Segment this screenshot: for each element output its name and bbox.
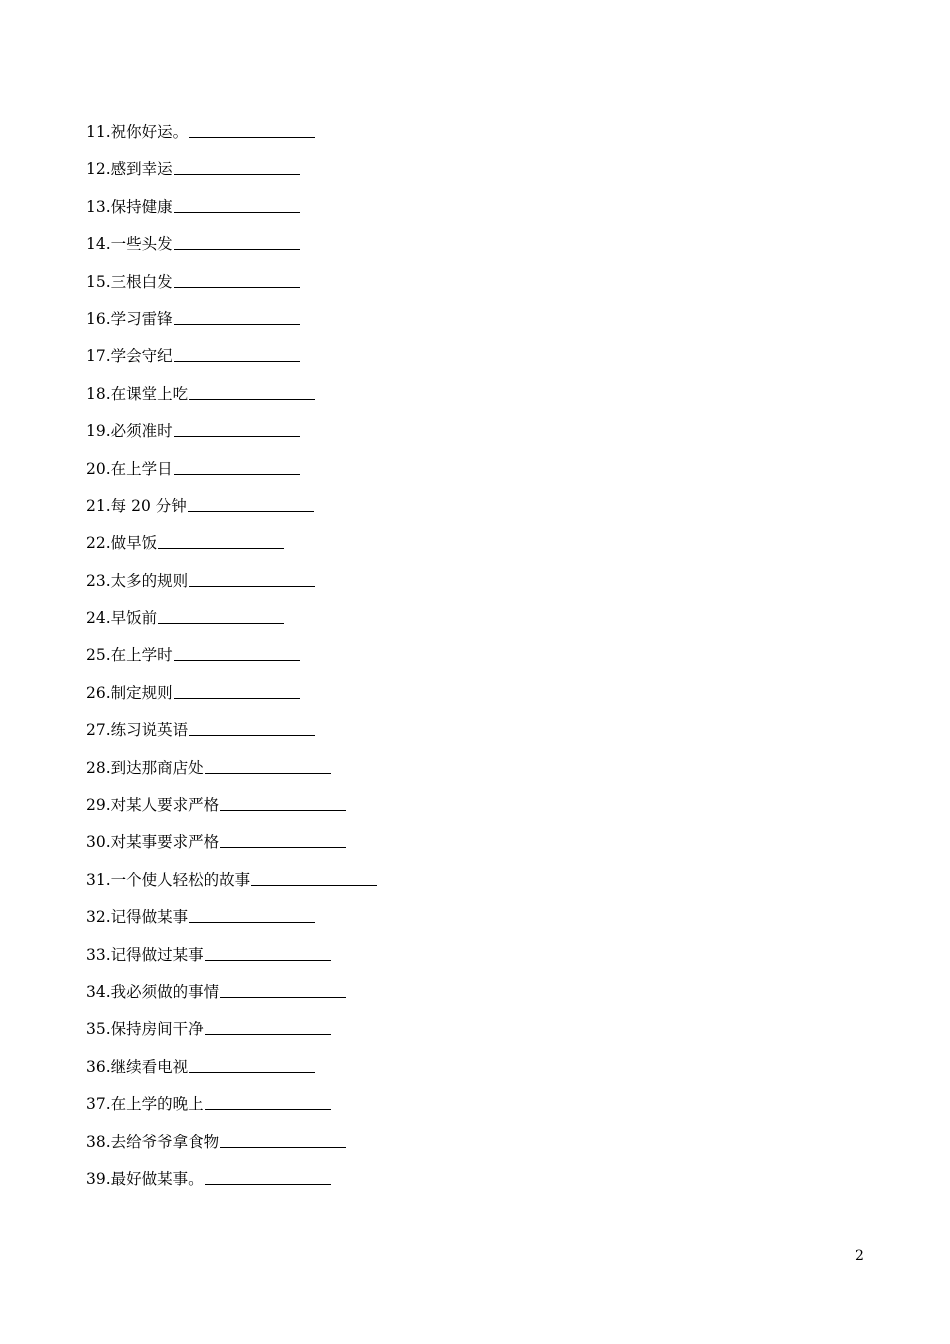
item-prompt: 21.每 20 分钟: [86, 496, 187, 515]
list-item: [86, 943, 377, 980]
list-item: [86, 195, 377, 232]
answer-blank[interactable]: [205, 1092, 331, 1110]
item-prompt: 35.保持房间干净: [86, 1020, 204, 1039]
list-item: [86, 457, 377, 494]
list-item: [86, 382, 377, 419]
item-prompt: 29.对某人要求严格: [86, 796, 220, 815]
item-prompt: 19.必须准时: [86, 422, 173, 441]
item-prompt: 15.三根白发: [86, 272, 173, 291]
answer-blank[interactable]: [205, 756, 331, 774]
list-item: [86, 905, 377, 942]
answer-blank[interactable]: [189, 1055, 315, 1073]
answer-blank[interactable]: [158, 531, 284, 549]
item-prompt: 36.继续看电视: [86, 1057, 189, 1076]
list-item: [86, 270, 377, 307]
list-item: [86, 419, 377, 456]
item-prompt: 14.一些头发: [86, 235, 173, 254]
list-item: [86, 643, 377, 680]
list-item: [86, 1055, 377, 1092]
list-item: [86, 531, 377, 568]
item-prompt: 22.做早饭: [86, 534, 158, 553]
list-item: [86, 1092, 377, 1129]
answer-blank[interactable]: [174, 419, 300, 437]
item-prompt: 16.学习雷锋: [86, 309, 173, 328]
item-prompt: 17.学会守纪: [86, 347, 173, 366]
list-item: [86, 868, 377, 905]
item-prompt: 18.在课堂上吃: [86, 384, 189, 403]
answer-blank[interactable]: [174, 270, 300, 288]
list-item: [86, 756, 377, 793]
vocabulary-exercise-list: [86, 120, 377, 1204]
item-prompt: 28.到达那商店处: [86, 758, 204, 777]
answer-blank[interactable]: [220, 793, 346, 811]
list-item: [86, 569, 377, 606]
item-prompt: 38.去给爷爷拿食物: [86, 1132, 220, 1151]
item-prompt: 30.对某事要求严格: [86, 833, 220, 852]
item-prompt: 31.一个使人轻松的故事: [86, 870, 251, 889]
answer-blank[interactable]: [174, 157, 300, 175]
list-item: [86, 307, 377, 344]
answer-blank[interactable]: [174, 457, 300, 475]
item-prompt: 25.在上学时: [86, 646, 173, 665]
list-item: [86, 606, 377, 643]
item-prompt: 32.记得做某事: [86, 908, 189, 927]
item-prompt: 13.保持健康: [86, 197, 173, 216]
item-prompt: 37.在上学的晚上: [86, 1095, 204, 1114]
answer-blank[interactable]: [189, 718, 315, 736]
item-prompt: 26.制定规则: [86, 683, 173, 702]
list-item: [86, 232, 377, 269]
item-prompt: 20.在上学日: [86, 459, 173, 478]
answer-blank[interactable]: [174, 681, 300, 699]
answer-blank[interactable]: [205, 1017, 331, 1035]
item-prompt: 23.太多的规则: [86, 571, 189, 590]
answer-blank[interactable]: [220, 1130, 346, 1148]
list-item: [86, 1017, 377, 1054]
answer-blank[interactable]: [251, 868, 377, 886]
item-prompt: 24.早饭前: [86, 609, 158, 628]
answer-blank[interactable]: [189, 569, 315, 587]
item-prompt: 34.我必须做的事情: [86, 982, 220, 1001]
item-prompt: 27.练习说英语: [86, 721, 189, 740]
answer-blank[interactable]: [158, 606, 284, 624]
list-item: [86, 830, 377, 867]
answer-blank[interactable]: [220, 980, 346, 998]
answer-blank[interactable]: [189, 120, 315, 138]
list-item: [86, 793, 377, 830]
answer-blank[interactable]: [205, 1167, 331, 1185]
page-number: 2: [855, 1248, 864, 1264]
item-prompt: 12.感到幸运: [86, 160, 173, 179]
answer-blank[interactable]: [174, 344, 300, 362]
answer-blank[interactable]: [188, 494, 314, 512]
list-item: [86, 344, 377, 381]
list-item: [86, 157, 377, 194]
item-prompt: 33.记得做过某事: [86, 945, 204, 964]
answer-blank[interactable]: [174, 643, 300, 661]
item-prompt: 39.最好做某事。: [86, 1169, 204, 1188]
list-item: [86, 1130, 377, 1167]
item-prompt: 11.祝你好运。: [86, 123, 189, 141]
list-item: [86, 681, 377, 718]
list-item: [86, 718, 377, 755]
answer-blank[interactable]: [220, 830, 346, 848]
answer-blank[interactable]: [174, 232, 300, 250]
answer-blank[interactable]: [174, 307, 300, 325]
list-item: [86, 1167, 377, 1204]
answer-blank[interactable]: [189, 382, 315, 400]
list-item: [86, 120, 377, 157]
list-item: [86, 980, 377, 1017]
answer-blank[interactable]: [174, 195, 300, 213]
answer-blank[interactable]: [205, 943, 331, 961]
list-item: [86, 494, 377, 531]
answer-blank[interactable]: [189, 905, 315, 923]
